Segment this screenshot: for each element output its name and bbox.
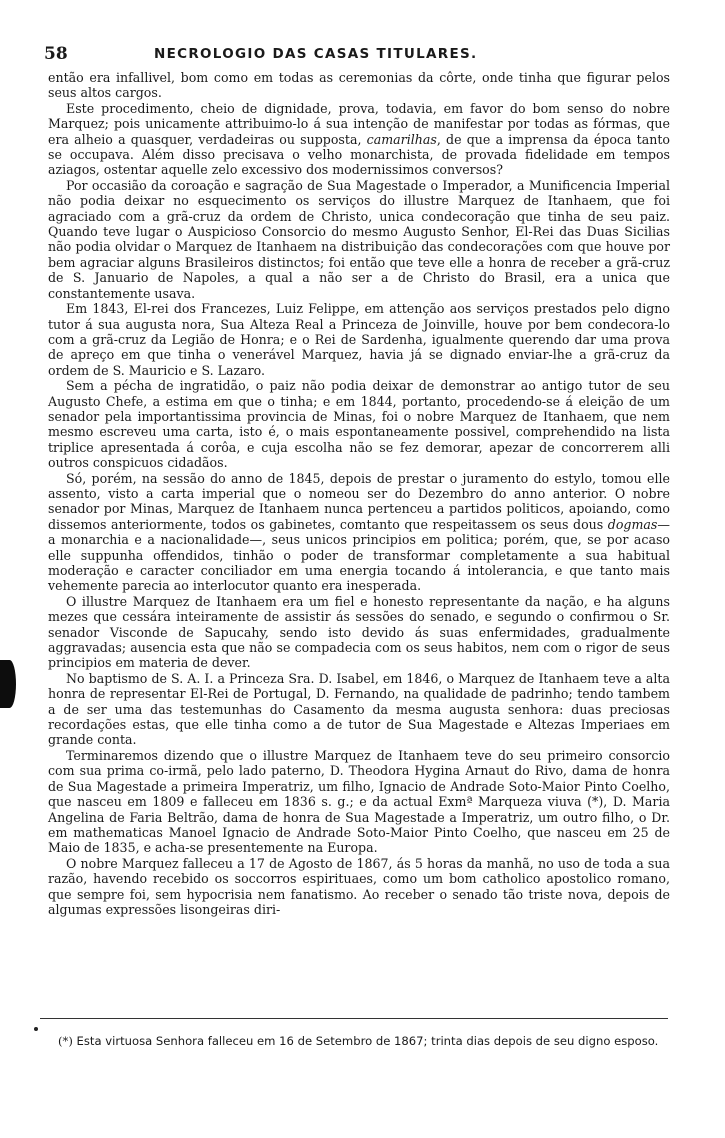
paragraph: No baptismo de S. A. I. a Princeza Sra. D. Isabel, em 1846, o Marquez de Itanhaem teve a alta honra de representar El-Rei de Portugal, D. Fernando, na qualidade de padrinho; tendo tambem a de ser uma das testemunhas do Casamento da mesma augusta senhora: duas preciosas recordações estas, que elle tinha como a de tutor de Sua Magestade e Altezas Imperiaes em grande conta. xyxy=(48,670,670,748)
body-text xyxy=(48,70,670,917)
scan-margin-blot xyxy=(0,660,16,708)
paragraph: Em 1843, El-rei dos Francezes, Luiz Felippe, em attenção aos serviços prestados pelo digno tutor á sua augusta nora, Sua Alteza Real a Princeza de Joinville, houve por bem condecora-lo com a grã-cruz da Legião de Honra; e o Rei de Sardenha, igualmente querendo dar uma prova de apreço em que tinha o venerável Marquez, havia já se dignado enviar-lhe a grã-cruz da ordem de S. Mauricio e S. Lazaro. xyxy=(48,301,670,378)
footnote-text: Esta virtuosa Senhora falleceu em 16 de Setembro de 1867; trinta dias depois de seu digno esposo. xyxy=(76,1034,659,1048)
footnote-mark: (*) xyxy=(58,1034,73,1048)
paragraph: Sem a pécha de ingratidão, o paiz não podia deixar de demonstrar ao antigo tutor de seu Augusto Chefe, a estima em que o tinha; e em 1844, portanto, procedendo-se á eleição de um senador pela importantissima provincia de Minas, foi o nobre Marquez de Itanhaem, que nem mesmo escreveu uma carta, isto é, o mais espontaneamente possivel, comprehendido na lista triplice apresentada á corôa, e cuja escolha não se fez demorar, apezar de concorrerem alli outros conspicuos cidadãos. xyxy=(48,378,670,471)
paragraph: Só, porém, na sessão do anno de 1845, depois de prestar o juramento do estylo, tomou elle assento, visto a carta imperial que o nomeou ser do Dezembro do anno anterior. O nobre senador por Minas, Marquez de Itanhaem nunca pertenceu a partidos politicos, apoiando, como dissemos anteriormente, todos os gabinetes, comtanto que respeitassem os seus dous dogmas— a monarchia e a nacionalidade—, seus unicos principios em politica; porém, que, se por acaso elle suppunha offendidos, tinhão o poder de transformar completamente a sua habitual moderação e caracter conciliador em uma energia tocando á intolerancia, e que tanto mais vehemente parecia ao interlocutor quanto era inesperada. xyxy=(48,470,670,594)
page-number: 58 xyxy=(44,44,68,64)
paragraph: então era infallivel, bom como em todas as ceremonias da côrte, onde tinha que figurar pelos seus altos cargos. xyxy=(48,70,670,101)
paragraph: Por occasião da coroação e sagração de Sua Magestade o Imperador, a Munificencia Imperial não podia deixar no esquecimento os serviços do illustre Marquez de Itanhaem, que foi agraciado com a grã-cruz da ordem de Christo, unica condecoração que tinha de seu paiz. Quando teve lugar o Auspicioso Consorcio do mesmo Augusto Senhor, El-Rei das Duas Sicilias não podia olvidar o Marquez de Itanhaem na distribuição das condecorações com que houve por bem agraciar alguns Brasileiros distinctos; foi então que teve elle a honra de receber a grã-cruz de S. Januario de Napoles, a qual a não ser a de Christo do Brasil, era a unica que constantemente usava. xyxy=(48,177,670,301)
scan-speck xyxy=(34,1027,38,1031)
running-title: NECROLOGIO DAS CASAS TITULARES. xyxy=(154,46,478,62)
paragraph: O nobre Marquez falleceu a 17 de Agosto de 1867, ás 5 horas da manhã, no uso de toda a sua razão, havendo recebido os soccorros espirituaes, como um bom catholico apostolico romano, que sempre foi, sem hypocrisia nem fanatismo. Ao receber o senado tão triste nova, depois de algumas expressões lisongeiras diri- xyxy=(48,855,670,917)
paragraph: O illustre Marquez de Itanhaem era um fiel e honesto representante da nação, e ha alguns mezes que cessára inteiramente de assistir ás sessões do senado, e segundo o confirmou o Sr. senador Visconde de Sapucahy, sendo isto devido ás suas enfermidades, gradualmente aggravadas; ausencia esta que não se compadecia com os seus habitos, nem com o rigor de seus principios em materia de dever. xyxy=(48,593,670,671)
paragraph: Este procedimento, cheio de dignidade, prova, todavia, em favor do bom senso do nobre Marquez; pois unicamente attribuimo-lo á sua intenção de manifestar por todas as fórmas, que era alheio a quasquer, verdadeiras ou supposta, camarilhas, de que a imprensa da época tanto se occupava. Além disso precisava o velho monarchista, de provada fidelidade em tempos aziagos, ostentar aquelle zelo excessivo dos modernissimos conversos? xyxy=(48,100,670,178)
footnote xyxy=(48,1034,668,1049)
footnote-divider xyxy=(40,1018,668,1019)
page-header xyxy=(44,44,684,66)
paragraph: Terminaremos dizendo que o illustre Marquez de Itanhaem teve do seu primeiro consorcio com sua prima co-irmã, pelo lado paterno, D. Theodora Hygina Arnaut do Rivo, dama de honra de Sua Magestade a primeira Imperatriz, um filho, Ignacio de Andrade Soto-Maior Pinto Coelho, que nasceu em 1809 e falleceu em 1836 s. g.; e da actual Exmª Marqueza viuva (*), D. Maria Angelina de Faria Beltrão, dama de honra de Sua Magestade a Imperatriz, um outro filho, o Dr. em mathematicas Manoel Ignacio de Andrade Soto-Maior Pinto Coelho, que nasceu em 25 de Maio de 1835, e acha-se presentemente na Europa. xyxy=(48,747,670,856)
